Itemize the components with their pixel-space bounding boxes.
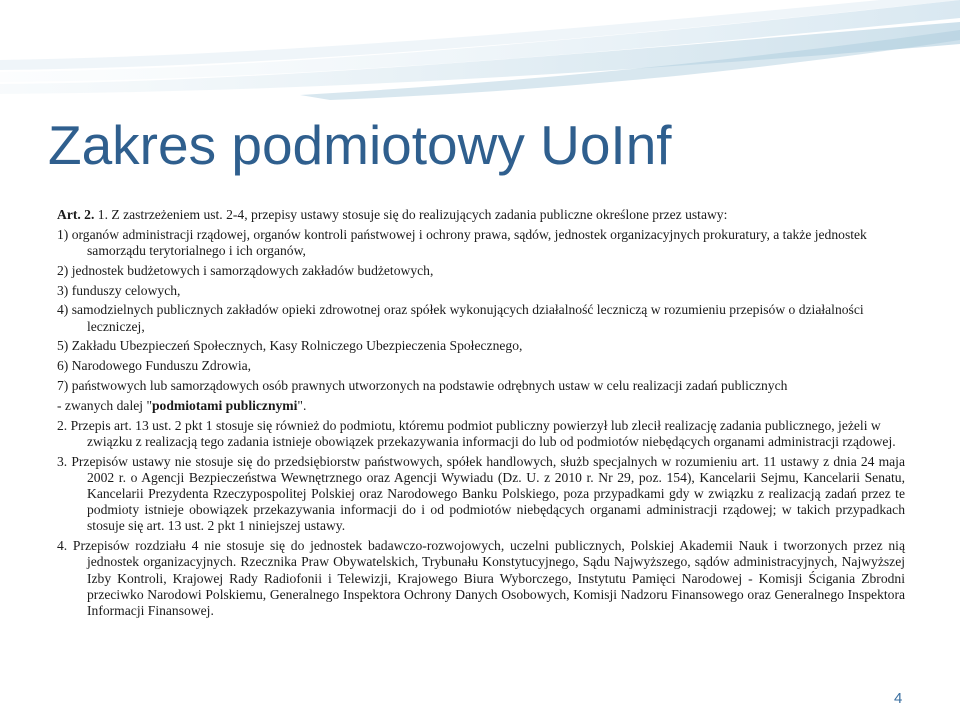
list-item: 3) funduszy celowych, [57,282,181,298]
defined-term-line: - zwanych dalej "podmiotami publicznymi". [57,397,307,413]
list-item: 2) jednostek budżetowych i samorządowych zakładów budżetowych, [57,262,434,278]
page-number: 4 [894,690,903,707]
slide-body [57,207,905,623]
paragraph-2: 2. Przepis art. 13 ust. 2 pkt 1 stosuje się również do podmiotu, któremu podmiot publiczny powierzył lub zlecił realizację zadania publicznego, jeżeli w związku z realizacją tego zadania istnieje obowiązek przekazywania informacji do lub od podmiotów niebędących organami administracji rządowej. [57,417,896,449]
list-item: 5) Zakładu Ubezpieczeń Społecznych, Kasy Rolniczego Ubezpieczenia Społecznego, [57,338,523,354]
intro-text: 1. Z zastrzeżeniem ust. 2-4, przepisy ustawy stosuje się do realizujących zadania publiczne określone przez ustawy: [94,207,728,222]
article-intro [57,207,905,223]
list-item: 6) Narodowego Funduszu Zdrowia, [57,358,252,374]
slide-title: Zakres podmiotowy UoInf [48,114,672,176]
list-item: 4) samodzielnych publicznych zakładów opieki zdrowotnej oraz spółek wykonujących działalność leczniczą w rozumieniu przepisów o działalności leczniczej, [57,302,864,334]
header-stripes-decoration [0,0,960,110]
list-item: 1) organów administracji rządowej, organów kontroli państwowej i ochrony prawa, sądów, jednostek organizacyjnych prokuratury, a także jednostek samorządu terytorialnego i ich organów, [57,226,867,258]
list-item: 7) państwowych lub samorządowych osób prawnych utworzonych na podstawie odrębnych ustaw w celu realizacji zadań publicznych [57,377,788,393]
paragraph-4: 4. Przepisów rozdziału 4 nie stosuje się do jednostek badawczo-rozwojowych, uczelni publicznych, Polskiej Akademii Nauk i tworzonych przez nią jednostek organizacyjnych. Rzecznika Praw Obywatelskich, Trybunału Konstytucyjnego, Sądu Najwyższego, sądów administracyjnych, Najwyższej Izby Kontroli, Krajowej Rady Radiofonii i Telewizji, Krajowego Biura Wyborczego, Instytutu Pamięci Narodowej - Komisji Ścigania Zbrodni przeciwko Narodowi Polskiemu, Generalnego Inspektora Ochrony Danych Osobowych, Komisji Nadzoru Finansowego oraz Generalnego Inspektora Informacji Finansowej. [57,538,905,618]
defined-term: podmiotami publicznymi [152,397,298,413]
article-label: Art. 2. [57,207,95,222]
paragraph-3: 3. Przepisów ustawy nie stosuje się do przedsiębiorstw państwowych, spółek handlowych, służb specjalnych w rozumieniu art. 11 ustawy z dnia 24 maja 2002 r. o Agencji Bezpieczeństwa Wewnętrznego oraz Agencji Wywiadu (Dz. U. z 2010 r. Nr 29, poz. 154), Kancelarii Sejmu, Kancelarii Senatu, Kancelarii Prezydenta Rzeczypospolitej Polskiej oraz Narodowego Banku Polskiego, poza przypadkami gdy w związku z realizacją zadań przez te podmioty istnieje obowiązek przekazywania informacji do i od podmiotów niebędących organami administracji rządowej; w takich przypadkach stosuje się art. 13 ust. 2 pkt 1 niniejszej ustawy. [57,453,905,534]
